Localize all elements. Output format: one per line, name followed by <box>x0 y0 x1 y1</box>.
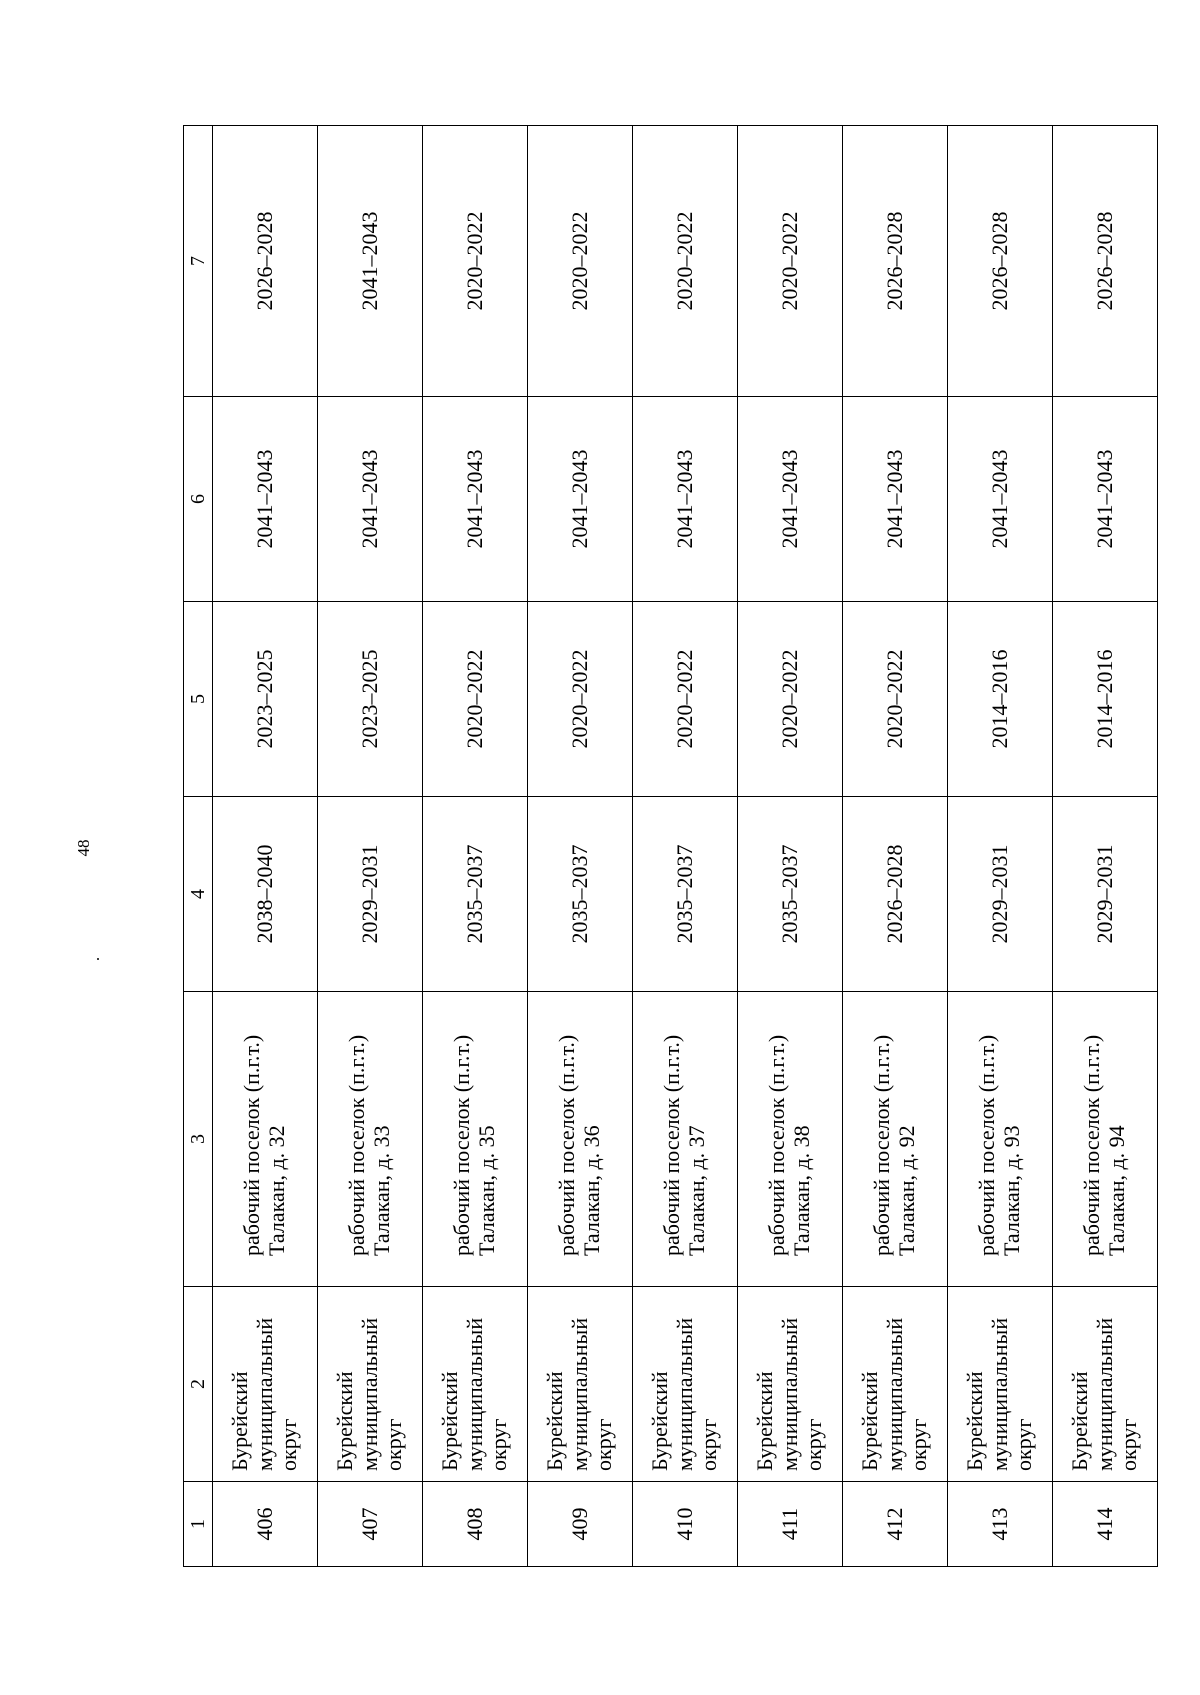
col-header-5: 5 <box>184 602 213 797</box>
district-cell-line: Бурейский <box>332 1371 358 1471</box>
period-col-4: 2035–2037 <box>423 797 528 992</box>
period-col-6: 2041–2043 <box>633 397 738 602</box>
period-col-6: 2041–2043 <box>213 397 318 602</box>
table-row <box>738 126 843 1567</box>
address-cell-line: Талакан, д. 94 <box>1104 1125 1129 1256</box>
col-header-6: 6 <box>184 397 213 602</box>
district-cell-line: Бурейский <box>857 1371 883 1471</box>
row-number: 414 <box>1053 1482 1158 1567</box>
period-col-5: 2023–2025 <box>213 602 318 797</box>
row-number: 409 <box>528 1482 633 1567</box>
address-cell-line: Талакан, д. 38 <box>789 1125 814 1256</box>
period-col-7: 2020–2022 <box>633 126 738 397</box>
district-cell-line: Бурейский <box>647 1371 673 1471</box>
period-col-5: 2023–2025 <box>318 602 423 797</box>
period-col-7: 2020–2022 <box>528 126 633 397</box>
district-cell-line: Бурейский <box>752 1371 778 1471</box>
address-cell <box>843 992 948 1287</box>
address-cell-line: Талакан, д. 37 <box>684 1125 709 1256</box>
district-cell-line: муниципальный <box>251 1317 277 1471</box>
address-cell <box>318 992 423 1287</box>
district-cell-line: Бурейский <box>962 1371 988 1471</box>
period-col-4: 2029–2031 <box>948 797 1053 992</box>
row-number: 406 <box>213 1482 318 1567</box>
data-table <box>183 125 1158 1567</box>
address-cell-line: рабочий поселок (п.г.т.) <box>869 1034 895 1256</box>
table-row <box>948 126 1053 1567</box>
district-cell <box>318 1287 423 1482</box>
table-body <box>213 126 1158 1567</box>
period-col-4: 2029–2031 <box>318 797 423 992</box>
period-col-5: 2014–2016 <box>1053 602 1158 797</box>
row-number: 408 <box>423 1482 528 1567</box>
period-col-7: 2026–2028 <box>1053 126 1158 397</box>
period-col-5: 2020–2022 <box>423 602 528 797</box>
table-row <box>528 126 633 1567</box>
district-cell <box>633 1287 738 1482</box>
address-cell-line: рабочий поселок (п.г.т.) <box>974 1034 1000 1256</box>
col-header-2: 2 <box>184 1287 213 1482</box>
district-cell-line: округ <box>801 1418 827 1471</box>
district-cell-line: округ <box>381 1418 407 1471</box>
period-col-5: 2020–2022 <box>738 602 843 797</box>
period-col-5: 2014–2016 <box>948 602 1053 797</box>
district-cell <box>843 1287 948 1482</box>
address-cell <box>423 992 528 1287</box>
period-col-5: 2020–2022 <box>528 602 633 797</box>
district-cell-line: муниципальный <box>776 1317 802 1471</box>
period-col-4: 2035–2037 <box>738 797 843 992</box>
period-col-7: 2026–2028 <box>213 126 318 397</box>
period-col-7: 2041–2043 <box>318 126 423 397</box>
period-col-7: 2020–2022 <box>423 126 528 397</box>
address-cell-line: рабочий поселок (п.г.т.) <box>1079 1034 1105 1256</box>
table-row <box>1053 126 1158 1567</box>
period-col-6: 2041–2043 <box>1053 397 1158 602</box>
table-row <box>318 126 423 1567</box>
table-row <box>213 126 318 1567</box>
address-cell <box>1053 992 1158 1287</box>
district-cell-line: округ <box>906 1418 932 1471</box>
period-col-6: 2041–2043 <box>738 397 843 602</box>
table-row <box>423 126 528 1567</box>
table-container <box>183 126 1153 1567</box>
address-cell-line: Талакан, д. 32 <box>264 1125 289 1256</box>
district-cell-line: муниципальный <box>671 1317 697 1471</box>
period-col-6: 2041–2043 <box>423 397 528 602</box>
address-cell <box>738 992 843 1287</box>
address-cell-line: рабочий поселок (п.г.т.) <box>554 1034 580 1256</box>
table-row <box>843 126 948 1567</box>
address-cell-line: Талакан, д. 33 <box>369 1125 394 1256</box>
scan-speck <box>97 958 99 960</box>
period-col-5: 2020–2022 <box>843 602 948 797</box>
header-row <box>184 126 213 1567</box>
period-col-4: 2038–2040 <box>213 797 318 992</box>
row-number: 412 <box>843 1482 948 1567</box>
district-cell-line: округ <box>1011 1418 1037 1471</box>
district-cell-line: округ <box>276 1418 302 1471</box>
district-cell-line: муниципальный <box>881 1317 907 1471</box>
period-col-7: 2026–2028 <box>843 126 948 397</box>
district-cell-line: Бурейский <box>542 1371 568 1471</box>
district-cell <box>213 1287 318 1482</box>
period-col-4: 2026–2028 <box>843 797 948 992</box>
row-number: 407 <box>318 1482 423 1567</box>
address-cell-line: Талакан, д. 36 <box>579 1125 604 1256</box>
period-col-6: 2041–2043 <box>318 397 423 602</box>
district-cell-line: муниципальный <box>461 1317 487 1471</box>
period-col-4: 2029–2031 <box>1053 797 1158 992</box>
district-cell-line: Бурейский <box>227 1371 253 1471</box>
district-cell-line: округ <box>1116 1418 1142 1471</box>
period-col-7: 2026–2028 <box>948 126 1053 397</box>
district-cell-line: муниципальный <box>356 1317 382 1471</box>
address-cell <box>948 992 1053 1287</box>
address-cell <box>213 992 318 1287</box>
period-col-6: 2041–2043 <box>948 397 1053 602</box>
district-cell <box>528 1287 633 1482</box>
district-cell-line: Бурейский <box>437 1371 463 1471</box>
table-row <box>633 126 738 1567</box>
address-cell-line: рабочий поселок (п.г.т.) <box>449 1034 475 1256</box>
district-cell-line: округ <box>696 1418 722 1471</box>
address-cell-line: Талакан, д. 93 <box>999 1125 1024 1256</box>
district-cell-line: муниципальный <box>1091 1317 1117 1471</box>
period-col-7: 2020–2022 <box>738 126 843 397</box>
period-col-4: 2035–2037 <box>528 797 633 992</box>
district-cell <box>1053 1287 1158 1482</box>
row-number: 410 <box>633 1482 738 1567</box>
address-cell-line: рабочий поселок (п.г.т.) <box>344 1034 370 1256</box>
district-cell <box>738 1287 843 1482</box>
col-header-4: 4 <box>184 797 213 992</box>
district-cell-line: Бурейский <box>1067 1371 1093 1471</box>
row-number: 411 <box>738 1482 843 1567</box>
district-cell-line: муниципальный <box>566 1317 592 1471</box>
district-cell-line: округ <box>591 1418 617 1471</box>
period-col-6: 2041–2043 <box>528 397 633 602</box>
col-header-3: 3 <box>184 992 213 1287</box>
address-cell-line: Талакан, д. 92 <box>894 1125 919 1256</box>
district-cell <box>948 1287 1053 1482</box>
page-number: 48 <box>74 839 93 857</box>
district-cell-line: округ <box>486 1418 512 1471</box>
col-header-7: 7 <box>184 126 213 397</box>
period-col-5: 2020–2022 <box>633 602 738 797</box>
address-cell-line: рабочий поселок (п.г.т.) <box>764 1034 790 1256</box>
address-cell-line: Талакан, д. 35 <box>474 1125 499 1256</box>
address-cell-line: рабочий поселок (п.г.т.) <box>239 1034 265 1256</box>
col-header-1: 1 <box>184 1482 213 1567</box>
period-col-6: 2041–2043 <box>843 397 948 602</box>
district-cell-line: муниципальный <box>986 1317 1012 1471</box>
row-number: 413 <box>948 1482 1053 1567</box>
period-col-4: 2035–2037 <box>633 797 738 992</box>
district-cell <box>423 1287 528 1482</box>
address-cell <box>633 992 738 1287</box>
address-cell-line: рабочий поселок (п.г.т.) <box>659 1034 685 1256</box>
address-cell <box>528 992 633 1287</box>
